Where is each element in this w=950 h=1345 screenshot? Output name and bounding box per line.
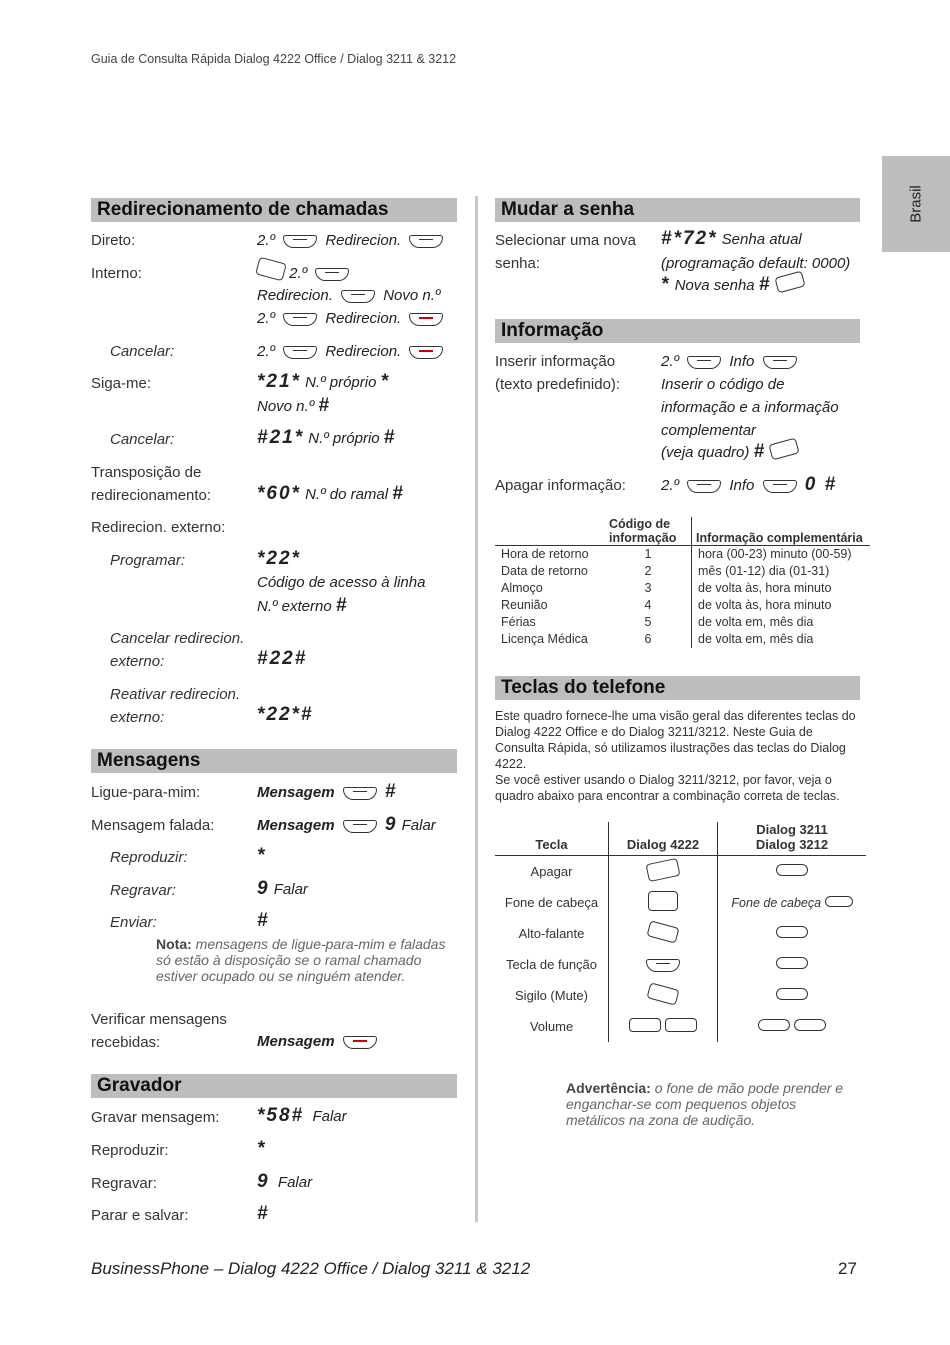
teclas-paragraph-1: Este quadro fornece-lhe uma visão geral das diferentes teclas do Dialog 4222 Office e do Dialog 3211/3212. Neste Guia de Consulta Rápida, só utilizamos ilustrações das teclas do Dialog 4222. (495, 709, 856, 771)
key-icon (283, 346, 317, 359)
label-sigame: Siga-me: (91, 375, 152, 392)
function-key-icon (646, 959, 680, 972)
info-table-header-code: Código de informação (605, 517, 692, 546)
table-row: Apagar (495, 856, 866, 888)
value-apagar: 2.º Info 0 # (661, 474, 838, 495)
label-reat-1: Reativar redirecion. (110, 686, 241, 703)
key-icon (315, 268, 349, 281)
key-red-icon (409, 346, 443, 359)
value-senha-c: * Nova senha # (661, 273, 804, 297)
section-mensagens: Mensagens (91, 749, 457, 773)
page-number: 27 (838, 1259, 857, 1278)
value-programar-t2: N.º externo # (257, 595, 349, 616)
label-enviar: Enviar: (110, 914, 157, 931)
note-mensagens: Nota: mensagens de ligue-para-mim e faladas só estão à disposição se o ramal chamado estiver ocupado ou se ninguém atender. (156, 936, 446, 984)
label-apagar: Apagar informação: (495, 477, 626, 494)
value-cancel-ext: #22# (257, 648, 308, 669)
label-gravar: Gravar mensagem: (91, 1109, 220, 1126)
note-advertencia: Advertência: o fone de mão pode prender e enganchar-se com pequenos objetos metálicos na zona de audição. (566, 1080, 844, 1128)
label-senha-1: Selecionar uma nova (495, 232, 636, 249)
volume-down-key-icon (629, 1018, 661, 1032)
section-teclas: Teclas do telefone (495, 676, 860, 700)
value-interno-a: 2.º (257, 260, 353, 285)
label-cancelar: Cancelar: (110, 343, 175, 360)
headset-key-icon (648, 891, 678, 911)
value-parar: # (257, 1203, 270, 1224)
clear-key-icon (645, 858, 680, 882)
headset-key-icon (825, 896, 853, 907)
label-regravar: Regravar: (110, 882, 176, 899)
value-senha-b: (programação default: 0000) (661, 255, 851, 272)
table-row: Reunião 4 de volta às, hora minuto (501, 598, 832, 612)
keys-header-4222: Dialog 4222 (609, 822, 718, 856)
mute-key-icon (646, 982, 679, 1005)
table-row: Tecla de função (495, 949, 866, 980)
key-icon (687, 356, 721, 369)
value-verif: Mensagem (257, 1030, 381, 1053)
key-icon (687, 480, 721, 493)
value-regravar: 9 Falar (257, 878, 308, 899)
speaker-key-icon (776, 926, 808, 938)
page-header: Guia de Consulta Rápida Dialog 4222 Office / Dialog 3211 & 3212 (91, 52, 457, 66)
info-table-header-info: Informação complementária (696, 531, 863, 545)
key-icon (409, 235, 443, 248)
page-footer: BusinessPhone – Dialog 4222 Office / Dialog 3211 & 3212 (91, 1259, 531, 1278)
value-inserir-c: informação e a informação (661, 399, 839, 416)
keys-header-tecla: Tecla (535, 837, 568, 852)
info-codes-table (495, 517, 870, 648)
label-programar: Programar: (110, 552, 186, 569)
label-verif-1: Verificar mensagens (91, 1011, 227, 1028)
value-inserir-a: 2.º Info (661, 350, 801, 373)
value-senha-a: #*72* Senha atual (661, 228, 802, 249)
value-reproduzir: * (257, 845, 267, 866)
table-row: Sigilo (Mute) (495, 980, 866, 1011)
speaker-key-icon (255, 257, 287, 282)
label-senha-2: senha: (495, 255, 541, 272)
teclas-paragraph-2: Se você estiver usando o Dialog 3211/3212, por favor, veja o quadro abaixo para encontrar a combinação correta de teclas. (495, 773, 840, 803)
clear-key-icon (774, 271, 805, 294)
key-icon (343, 787, 377, 800)
section-informacao: Informação (495, 319, 860, 343)
table-row: Data de retorno 2 mês (01-12) dia (01-31) (501, 564, 830, 578)
label-cancel-ext-1: Cancelar redirecion. (110, 630, 245, 647)
value-falada: Mensagem 9 Falar (257, 814, 436, 835)
key-icon (763, 480, 797, 493)
label-cancel-ext-2: externo: (110, 653, 165, 670)
key-icon (763, 356, 797, 369)
label-interno: Interno: (91, 265, 142, 282)
clear-key-icon (769, 438, 800, 461)
table-row: Alto-falante (495, 918, 866, 949)
volume-up-key-icon (794, 1019, 826, 1031)
label-g-regravar: Regravar: (91, 1175, 157, 1192)
value-inserir-e: (veja quadro) # (661, 440, 798, 464)
value-inserir-d: complementar (661, 422, 757, 439)
table-row: Hora de retorno 1 hora (00-23) minuto (00-59) (501, 547, 852, 561)
value-gravar: *58# Falar (257, 1105, 347, 1126)
label-inserir-2: (texto predefinido): (495, 376, 621, 393)
section-redirecionamento: Redirecionamento de chamadas (91, 198, 457, 222)
value-transp: *60* N.º do ramal # (257, 483, 405, 504)
value-sigame-a: *21* N.º próprio * (257, 371, 391, 392)
key-icon (341, 290, 375, 303)
value-programar-code: *22* (257, 548, 301, 569)
side-tab-label: Brasil (907, 185, 925, 223)
value-programar-t1: Código de acesso à linha (257, 574, 426, 591)
key-icon (343, 820, 377, 833)
label-reat-2: externo: (110, 709, 165, 726)
volume-up-key-icon (665, 1018, 697, 1032)
label-transp-2: redirecionamento: (91, 487, 212, 504)
key-red-icon (409, 313, 443, 326)
label-redir-ext: Redirecion. externo: (91, 519, 226, 536)
table-row: Almoço 3 de volta às, hora minuto (501, 581, 832, 595)
value-enviar: # (257, 910, 270, 931)
keys-header-3211: Dialog 3211 Dialog 3212 (718, 822, 867, 856)
value-reat: *22*# (257, 704, 314, 725)
keys-table (495, 822, 866, 1042)
label-falada: Mensagem falada: (91, 817, 215, 834)
label-inserir-1: Inserir informação (495, 353, 616, 370)
function-key-icon (776, 957, 808, 969)
value-interno-c: 2.º Redirecion. (257, 307, 447, 330)
section-senha: Mudar a senha (495, 198, 860, 222)
label-transp-1: Transposição de (91, 464, 202, 481)
label-g-reproduzir: Reproduzir: (91, 1142, 169, 1159)
value-g-reproduzir: * (257, 1138, 267, 1159)
value-g-regravar: 9 Falar (257, 1171, 313, 1192)
label-ligue: Ligue-para-mim: (91, 784, 201, 801)
label-parar: Parar e salvar: (91, 1207, 189, 1224)
volume-down-key-icon (758, 1019, 790, 1031)
value-cancelar: 2.º Redirecion. (257, 340, 447, 363)
value-inserir-b: Inserir o código de (661, 376, 785, 393)
value-sigame-b: Novo n.º # (257, 395, 331, 416)
table-row: Férias 5 de volta em, mês dia (501, 615, 814, 629)
speaker-key-icon (646, 920, 679, 943)
table-row: Licença Médica 6 de volta em, mês dia (501, 632, 814, 646)
section-gravador: Gravador (91, 1074, 457, 1098)
key-icon (283, 235, 317, 248)
value-direto: 2.º Redirecion. (257, 229, 447, 252)
label-verif-2: recebidas: (91, 1034, 161, 1051)
mute-key-icon (776, 988, 808, 1000)
table-row: Volume (495, 1011, 866, 1042)
value-cancelar2: #21* N.º próprio # (257, 427, 397, 448)
value-ligue: Mensagem # (257, 781, 398, 802)
label-direto: Direto: (91, 232, 136, 249)
table-row: Fone de cabeça Fone de cabeça (495, 887, 866, 918)
clear-key-icon (776, 864, 808, 876)
side-tab (882, 156, 950, 252)
label-reproduzir: Reproduzir: (110, 849, 188, 866)
key-icon (283, 313, 317, 326)
label-cancelar2: Cancelar: (110, 431, 175, 448)
key-red-icon (343, 1036, 377, 1049)
value-interno-b: Redirecion. Novo n.º (257, 287, 441, 304)
column-divider (475, 196, 478, 1222)
